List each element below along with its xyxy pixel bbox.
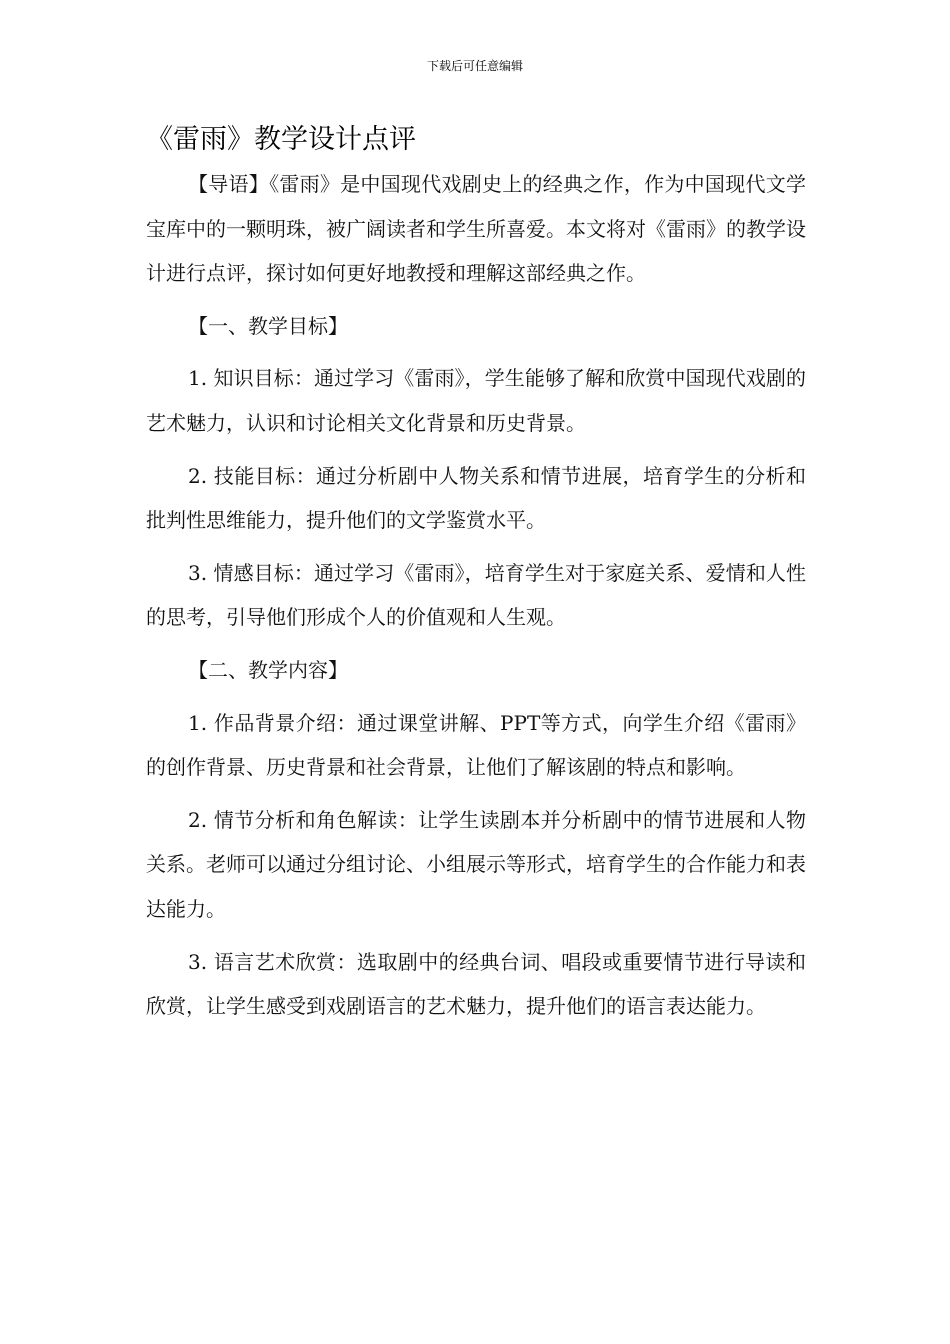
content-plot-paragraph: 2. 情节分析和角色解读：让学生读剧本并分析剧中的情节进展和人物关系。老师可以通过分组讨论、小组展示等形式，培育学生的合作能力和表达能力。 — [146, 807, 806, 921]
document-body — [146, 162, 806, 1029]
goal-knowledge-paragraph: 1. 知识目标：通过学习《雷雨》，学生能够了解和欣赏中国现代戏剧的艺术魅力，认识和讨论相关文化背景和历史背景。 — [146, 366, 806, 435]
content-background-paragraph: 1. 作品背景介绍：通过课堂讲解、PPT等方式，向学生介绍《雷雨》的创作背景、历史背景和社会背景，让他们了解该剧的特点和影响。 — [146, 710, 806, 780]
goal-emotion-paragraph: 3. 情感目标：通过学习《雷雨》，培育学生对于家庭关系、爱情和人性的思考，引导他们形成个人的价值观和人生观。 — [146, 560, 806, 630]
section-heading-goals: 【一、教学目标】 — [188, 313, 348, 338]
intro-paragraph: 【导语】《雷雨》是中国现代戏剧史上的经典之作，作为中国现代文学宝库中的一颗明珠，被广阔读者和学生所喜爱。本文将对《雷雨》的教学设计进行点评，探讨如何更好地教授和理解这部经典之作。 — [146, 172, 806, 286]
goal-skill-paragraph: 2. 技能目标：通过分析剧中人物关系和情节进展，培育学生的分析和批判性思维能力，提升他们的文学鉴赏水平。 — [146, 463, 806, 533]
content-language-paragraph: 3. 语言艺术欣赏：选取剧中的经典台词、唱段或重要情节进行导读和欣赏，让学生感受到戏剧语言的艺术魅力，提升他们的语言表达能力。 — [146, 949, 806, 1019]
document-title: 《雷雨》教学设计点评 — [146, 124, 416, 155]
section-heading-content: 【二、教学内容】 — [188, 657, 348, 682]
header-note: 下载后可任意编辑 — [426, 59, 523, 73]
